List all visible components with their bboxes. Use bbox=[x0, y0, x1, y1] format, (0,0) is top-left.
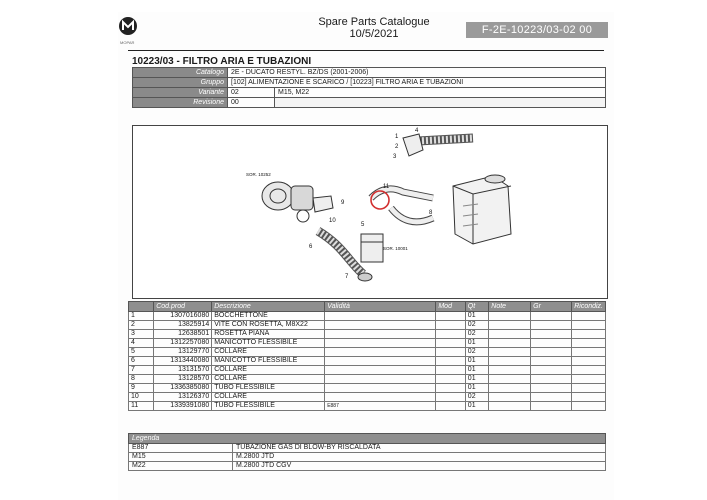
part-description: MANICOTTO FLESSIBILE bbox=[212, 357, 325, 366]
parts-row bbox=[129, 384, 606, 393]
callout-11: 11 bbox=[383, 184, 390, 190]
catalogo-label: Catalogo bbox=[133, 68, 228, 78]
part-mod bbox=[436, 357, 465, 366]
part-description: COLLARE bbox=[212, 348, 325, 357]
catalogo-value: 2E - DUCATO RESTYL. BZ/DS (2001-2006) bbox=[228, 68, 606, 78]
part-code: 1307016080 bbox=[154, 312, 212, 321]
part-note bbox=[489, 402, 531, 411]
col-code-header: Cod.prod bbox=[154, 302, 212, 312]
part-qty: 02 bbox=[465, 348, 488, 357]
part-mod bbox=[436, 348, 465, 357]
part-description: ROSETTA PIANA bbox=[212, 330, 325, 339]
part-qty: 01 bbox=[465, 384, 488, 393]
col-gr-header: Gr bbox=[531, 302, 572, 312]
part-gr bbox=[531, 339, 572, 348]
gruppo-value: [102] ALIMENTAZIONE E SCARICO / [10223] FILTRO ARIA E TUBAZIONI bbox=[228, 78, 606, 88]
part-qty: 01 bbox=[465, 402, 488, 411]
callout-10: 10 bbox=[329, 218, 336, 224]
variante-value: 02 bbox=[228, 88, 275, 98]
part-code: 13126370 bbox=[154, 393, 212, 402]
turbocharger-drawing bbox=[262, 182, 333, 222]
part-mod bbox=[436, 321, 465, 330]
part-note bbox=[489, 312, 531, 321]
part-description: BOCCHETTONE bbox=[212, 312, 325, 321]
section-title: 10223/03 - FILTRO ARIA E TUBAZIONI bbox=[132, 56, 312, 67]
parts-table bbox=[128, 301, 606, 411]
variante-models: M15, M22 bbox=[275, 88, 606, 98]
part-description: COLLARE bbox=[212, 375, 325, 384]
mopar-logo-icon bbox=[118, 16, 138, 40]
part-note bbox=[489, 321, 531, 330]
part-recond bbox=[572, 402, 606, 411]
part-code: 13131570 bbox=[154, 366, 212, 375]
col-mod-header: Mod bbox=[436, 302, 465, 312]
part-recond bbox=[572, 393, 606, 402]
row-number: 10 bbox=[129, 393, 154, 402]
logo-caption: MOPAR bbox=[120, 40, 135, 45]
part-gr bbox=[531, 366, 572, 375]
parts-row bbox=[129, 321, 606, 330]
callout-4: 4 bbox=[415, 128, 419, 134]
part-mod bbox=[436, 330, 465, 339]
col-validity-header: Validità bbox=[325, 302, 436, 312]
inlet-duct-drawing bbox=[403, 134, 473, 156]
info-row-variante bbox=[133, 88, 606, 98]
part-description: COLLARE bbox=[212, 393, 325, 402]
col-number-header bbox=[129, 302, 154, 312]
part-note bbox=[489, 339, 531, 348]
part-description: COLLARE bbox=[212, 366, 325, 375]
part-validity: E887 bbox=[325, 402, 436, 411]
part-code: 1336385080 bbox=[154, 384, 212, 393]
reference-label-b: SOR. 10001 bbox=[383, 246, 408, 251]
info-row-gruppo bbox=[133, 78, 606, 88]
row-number: 2 bbox=[129, 321, 154, 330]
parts-row bbox=[129, 312, 606, 321]
parts-row bbox=[129, 375, 606, 384]
legend-row bbox=[129, 444, 606, 453]
variante-label: Variante bbox=[133, 88, 228, 98]
part-qty: 02 bbox=[465, 330, 488, 339]
parts-row bbox=[129, 402, 606, 411]
part-validity bbox=[325, 384, 436, 393]
part-recond bbox=[572, 312, 606, 321]
legend-value: M.2800 JTD bbox=[233, 453, 606, 462]
part-note bbox=[489, 366, 531, 375]
col-description-header: Descrizione bbox=[212, 302, 325, 312]
part-qty: 01 bbox=[465, 366, 488, 375]
parts-header-row bbox=[129, 302, 606, 312]
part-note bbox=[489, 330, 531, 339]
part-validity bbox=[325, 339, 436, 348]
revisione-label: Revisione bbox=[133, 98, 228, 108]
legend-value: M.2800 JTD CGV bbox=[233, 462, 606, 471]
part-validity bbox=[325, 366, 436, 375]
row-number: 7 bbox=[129, 366, 154, 375]
part-gr bbox=[531, 384, 572, 393]
part-gr bbox=[531, 393, 572, 402]
part-description: MANICOTTO FLESSIBILE bbox=[212, 339, 325, 348]
col-qty-header: Qt bbox=[465, 302, 488, 312]
part-code: 12638501 bbox=[154, 330, 212, 339]
part-note bbox=[489, 348, 531, 357]
part-mod bbox=[436, 312, 465, 321]
diagram-drawing bbox=[133, 126, 607, 298]
part-code: 1312257080 bbox=[154, 339, 212, 348]
legend-row bbox=[129, 462, 606, 471]
part-qty: 02 bbox=[465, 393, 488, 402]
part-recond bbox=[572, 366, 606, 375]
part-validity bbox=[325, 348, 436, 357]
legend-key: M15 bbox=[129, 453, 233, 462]
part-gr bbox=[531, 348, 572, 357]
catalogue-date: 10/5/2021 bbox=[349, 28, 399, 40]
catalogue-page bbox=[118, 12, 614, 500]
part-note bbox=[489, 384, 531, 393]
part-code: 1339391080 bbox=[154, 402, 212, 411]
part-recond bbox=[572, 384, 606, 393]
table-code-badge: F-2E-10223/03-02 00 bbox=[466, 22, 608, 38]
part-code: 1313440080 bbox=[154, 357, 212, 366]
part-gr bbox=[531, 402, 572, 411]
revisione-empty bbox=[275, 98, 606, 108]
part-recond bbox=[572, 348, 606, 357]
parts-row bbox=[129, 339, 606, 348]
part-gr bbox=[531, 330, 572, 339]
part-gr bbox=[531, 312, 572, 321]
part-validity bbox=[325, 393, 436, 402]
row-number: 8 bbox=[129, 375, 154, 384]
exploded-diagram bbox=[132, 125, 608, 299]
part-validity bbox=[325, 321, 436, 330]
part-description: TUBO FLESSIBILE bbox=[212, 384, 325, 393]
part-gr bbox=[531, 375, 572, 384]
part-mod bbox=[436, 393, 465, 402]
part-gr bbox=[531, 321, 572, 330]
part-validity bbox=[325, 330, 436, 339]
part-note bbox=[489, 393, 531, 402]
part-validity bbox=[325, 357, 436, 366]
part-code: 13128570 bbox=[154, 375, 212, 384]
catalogue-title: Spare Parts Catalogue bbox=[318, 16, 430, 28]
col-recond-header: Ricondiz. bbox=[572, 302, 606, 312]
callout-7: 7 bbox=[345, 274, 349, 280]
part-description: VITE CON ROSETTA, M8X22 bbox=[212, 321, 325, 330]
part-gr bbox=[531, 357, 572, 366]
callout-1: 1 bbox=[395, 134, 399, 140]
row-number: 5 bbox=[129, 348, 154, 357]
parts-row bbox=[129, 357, 606, 366]
info-table bbox=[132, 67, 606, 108]
revisione-value: 00 bbox=[228, 98, 275, 108]
row-number: 3 bbox=[129, 330, 154, 339]
catalogue-header bbox=[304, 16, 444, 40]
parts-row bbox=[129, 348, 606, 357]
callout-9: 9 bbox=[341, 200, 345, 206]
parts-row bbox=[129, 393, 606, 402]
legend-value: TUBAZIONE GAS DI BLOW-BY RISCALDATA bbox=[233, 444, 606, 453]
callout-6: 6 bbox=[309, 244, 313, 250]
header-divider bbox=[128, 50, 604, 51]
air-filter-drawing bbox=[453, 175, 511, 244]
part-qty: 01 bbox=[465, 357, 488, 366]
reference-label-a: SOR. 10252 bbox=[246, 172, 271, 177]
part-code: 13129770 bbox=[154, 348, 212, 357]
part-validity bbox=[325, 375, 436, 384]
col-note-header: Note bbox=[489, 302, 531, 312]
part-note bbox=[489, 375, 531, 384]
legend-row bbox=[129, 453, 606, 462]
part-recond bbox=[572, 375, 606, 384]
legend-key: E887 bbox=[129, 444, 233, 453]
row-number: 9 bbox=[129, 384, 154, 393]
part-recond bbox=[572, 339, 606, 348]
part-description: TUBO FLESSIBILE bbox=[212, 402, 325, 411]
callout-5: 5 bbox=[361, 222, 365, 228]
part-note bbox=[489, 357, 531, 366]
part-mod bbox=[436, 339, 465, 348]
part-mod bbox=[436, 366, 465, 375]
callout-8: 8 bbox=[429, 210, 433, 216]
callout-3: 3 bbox=[393, 154, 397, 160]
row-number: 4 bbox=[129, 339, 154, 348]
legend-table bbox=[128, 433, 606, 471]
parts-body bbox=[129, 312, 606, 411]
parts-row bbox=[129, 330, 606, 339]
part-code: 13825914 bbox=[154, 321, 212, 330]
part-mod bbox=[436, 375, 465, 384]
part-qty: 01 bbox=[465, 339, 488, 348]
info-row-revisione bbox=[133, 98, 606, 108]
row-number: 11 bbox=[129, 402, 154, 411]
part-qty: 02 bbox=[465, 321, 488, 330]
row-number: 1 bbox=[129, 312, 154, 321]
row-number: 6 bbox=[129, 357, 154, 366]
part-mod bbox=[436, 384, 465, 393]
part-qty: 01 bbox=[465, 312, 488, 321]
legend-body bbox=[129, 444, 606, 471]
legend-key: M22 bbox=[129, 462, 233, 471]
parts-row bbox=[129, 366, 606, 375]
part-validity bbox=[325, 312, 436, 321]
part-recond bbox=[572, 321, 606, 330]
part-mod bbox=[436, 402, 465, 411]
info-row-catalogo bbox=[133, 68, 606, 78]
legend-title: Legenda bbox=[129, 434, 606, 444]
part-recond bbox=[572, 330, 606, 339]
part-recond bbox=[572, 357, 606, 366]
callout-2: 2 bbox=[395, 144, 399, 150]
gruppo-label: Gruppo bbox=[133, 78, 228, 88]
part-qty: 01 bbox=[465, 375, 488, 384]
